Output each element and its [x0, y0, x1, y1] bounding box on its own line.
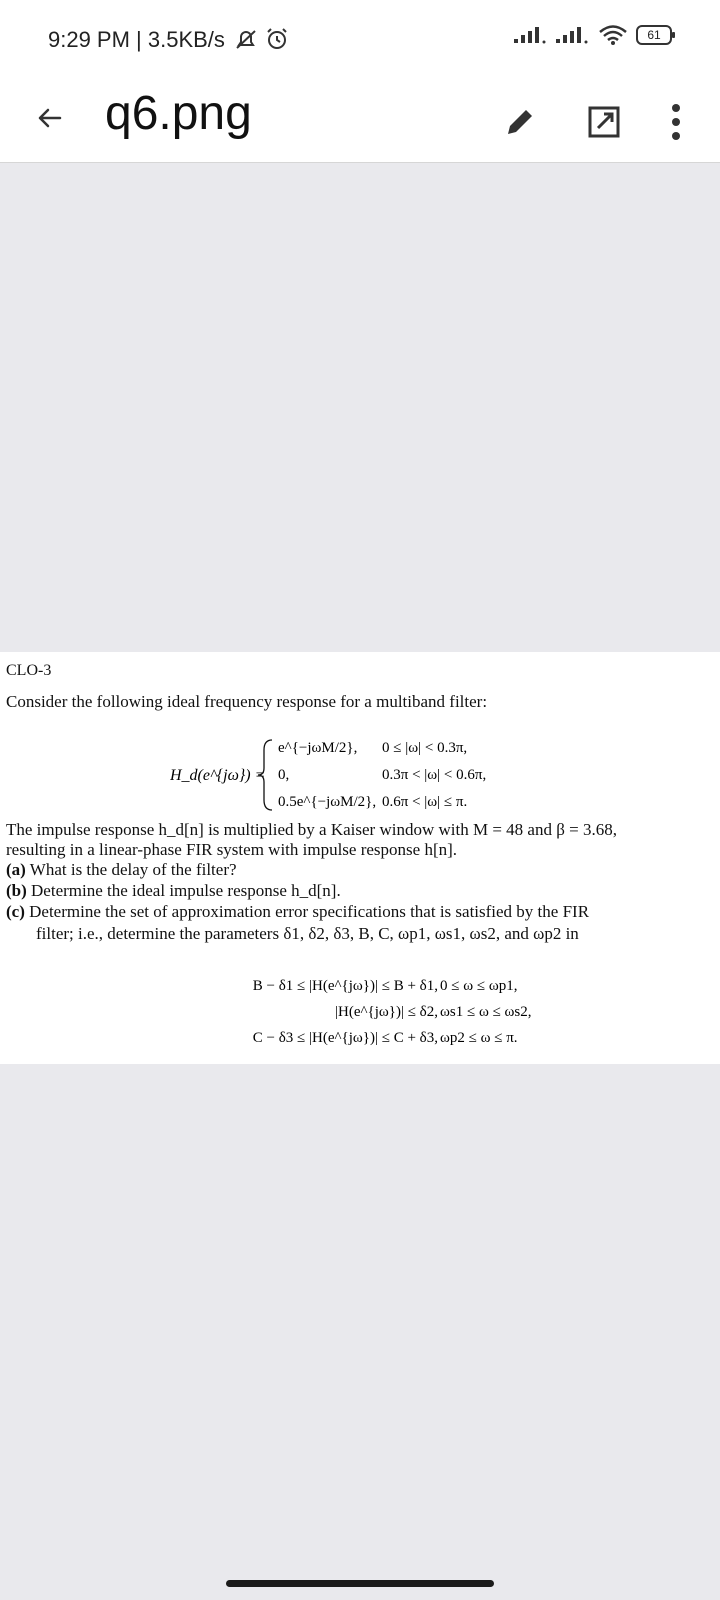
more-vert-icon[interactable]: [664, 98, 688, 146]
paragraph-line-1: The impulse response h_d[n] is multiplied by a Kaiser window with M = 48 and β = 3.68,: [6, 820, 617, 839]
back-arrow-icon[interactable]: [30, 98, 70, 138]
edit-pencil-icon[interactable]: [500, 102, 540, 142]
alarm-icon: [265, 27, 289, 51]
eq1-lhs: H_d(e^{jω}) =: [170, 767, 266, 784]
document-image: [0, 652, 720, 1064]
equation-error-specs: [178, 974, 598, 1054]
doc-intro: Consider the following ideal frequency response for a multiband filter:: [6, 692, 488, 711]
signal-icon-1: [514, 25, 548, 45]
eq2-row-1-inequality: B − δ1 ≤ |H(e^{jω})| ≤ B + δ1,: [252, 978, 438, 994]
status-time: 9:29 PM | 3.5KB/s: [48, 27, 289, 53]
eq1-case-2-range: 0.3π < |ω| < 0.6π,: [382, 767, 487, 783]
paragraph-line-2: resulting in a linear-phase FIR system with impulse response h[n].: [6, 840, 458, 859]
eq2-row-3-inequality: C − δ3 ≤ |H(e^{jω})| ≤ C + δ3,: [252, 1030, 438, 1046]
eq2-row-2-inequality: |H(e^{jω})| ≤ δ2,: [334, 1004, 438, 1020]
file-title: q6.png: [105, 87, 252, 140]
equation-frequency-response: [170, 730, 550, 820]
eq1-case-3-value: 0.5e^{−jωM/2},: [278, 794, 377, 810]
question-b: (b) Determine the ideal impulse response h_d[n].: [6, 881, 341, 900]
notifications-off-icon: [233, 28, 259, 50]
question-a: (a) What is the delay of the filter?: [6, 860, 237, 879]
eq1-case-1-range: 0 ≤ |ω| < 0.3π,: [382, 740, 468, 756]
status-bar: [0, 0, 720, 80]
question-c: (c) Determine the set of approximation error specifications that is satisfied by the FIR: [6, 902, 590, 921]
wifi-icon: [598, 24, 628, 46]
eq2-row-3-range: ωp2 ≤ ω ≤ π.: [440, 1030, 518, 1046]
eq2-row-1-range: 0 ≤ ω ≤ ωp1,: [440, 978, 518, 994]
eq1-case-3-range: 0.6π < |ω| ≤ π.: [382, 794, 468, 810]
signal-icon-2: [556, 25, 590, 45]
status-icons: [514, 24, 672, 46]
open-external-icon[interactable]: [584, 102, 624, 142]
doc-heading: CLO-3: [6, 662, 52, 679]
eq1-case-1-value: e^{−jωM/2},: [278, 740, 358, 756]
app-bar: [0, 80, 720, 163]
battery-icon: 61: [636, 25, 672, 45]
eq2-row-2-range: ωs1 ≤ ω ≤ ωs2,: [440, 1004, 532, 1020]
eq1-case-2-value: 0,: [278, 767, 290, 783]
question-c-cont: filter; i.e., determine the parameters δ1, δ2, δ3, B, C, ωp1, ωs1, ωs2, and ωp2 in: [36, 924, 579, 943]
home-indicator[interactable]: [226, 1580, 494, 1587]
